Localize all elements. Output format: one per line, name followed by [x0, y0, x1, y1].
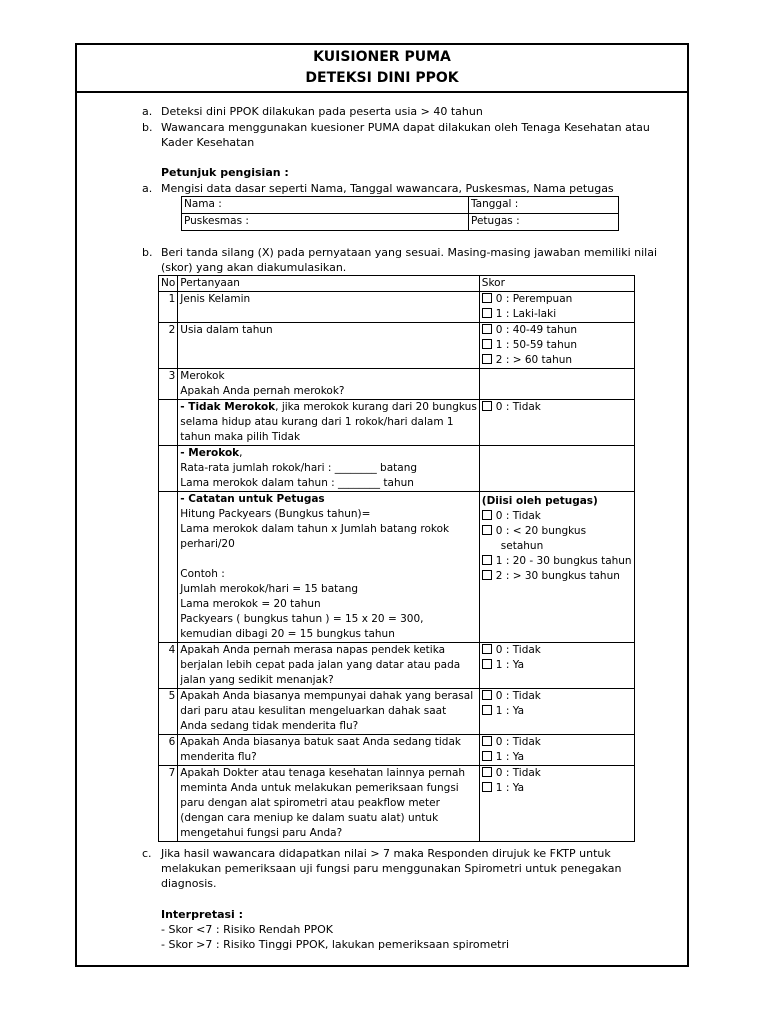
q7-line: meminta Anda untuk melakukan pemeriksaan fungsi: [180, 782, 459, 794]
table-row: [159, 446, 635, 492]
q7-no: 7: [159, 766, 178, 842]
q3-catatan-score-heading: (Diisi oleh petugas): [481, 495, 598, 507]
q4-no: 4: [159, 643, 178, 689]
option-label: 2 : > 60 tahun: [495, 354, 573, 366]
q1-no: 1: [159, 292, 178, 323]
option-label: 0 : Tidak: [495, 401, 541, 413]
checkbox-icon[interactable]: [482, 705, 492, 715]
checkbox-icon[interactable]: [482, 293, 492, 303]
q5-option-0[interactable]: [482, 689, 632, 704]
petunjuk-heading: Petunjuk pengisian :: [161, 166, 289, 179]
q3-tidak-option[interactable]: [482, 400, 632, 415]
q5-line: dari paru atau kesulitan mengeluarkan dahak saat: [180, 705, 447, 717]
q3-merokok-score: [479, 446, 634, 492]
q7-line: paru dengan alat spirometri atau peakflow meter: [180, 797, 440, 809]
interpretation-high: - Skor >7 : Risiko Tinggi PPOK, lakukan pemeriksaan spirometri: [161, 938, 510, 951]
q2-option-2[interactable]: [482, 353, 632, 368]
q3-score-cell: [479, 369, 634, 400]
q3-catatan-option-0[interactable]: [482, 509, 632, 524]
q5-score-cell: [479, 689, 634, 735]
q6-line: Apakah Anda biasanya batuk saat Anda sedang tidak: [180, 736, 461, 748]
q1-option-0[interactable]: [482, 292, 632, 307]
option-label-continued: setahun: [500, 540, 544, 552]
q7-line: Apakah Dokter atau tenaga kesehatan lainnya pernah: [180, 767, 466, 779]
checkbox-icon[interactable]: [482, 736, 492, 746]
q2-option-1[interactable]: [482, 338, 632, 353]
checkbox-icon[interactable]: [482, 401, 492, 411]
q3-tidak-text: [178, 400, 480, 446]
option-label: 1 : Ya: [495, 659, 525, 671]
checkbox-icon[interactable]: [482, 510, 492, 520]
option-label: 0 : 40-49 tahun: [495, 324, 578, 336]
checkbox-icon[interactable]: [482, 354, 492, 364]
q3-catatan-line: Lama merokok = 20 tahun: [180, 598, 321, 610]
table-row: [159, 292, 635, 323]
checkbox-icon[interactable]: [482, 659, 492, 669]
checkbox-icon[interactable]: [482, 644, 492, 654]
q3-catatan-score: [479, 492, 634, 643]
q3-catatan-line: Lama merokok dalam tahun x Jumlah batang rokok: [180, 523, 450, 535]
identity-form-table: [181, 196, 619, 231]
q4-text: [178, 643, 480, 689]
q3-line1: Merokok: [180, 370, 225, 382]
q3-catatan-line: Packyears ( bungkus tahun ) = 15 x 20 = 300,: [180, 613, 424, 625]
q5-option-1[interactable]: [482, 704, 632, 719]
q3-merokok-line3: Lama merokok dalam tahun : ________ tahun: [180, 477, 414, 489]
q3-merokok-line2: Rata-rata jumlah rokok/hari : ________ batang: [180, 462, 418, 474]
intro-b-text-1: Wawancara menggunakan kuesioner PUMA dapat dilakukan oleh Tenaga Kesehatan atau: [161, 121, 650, 134]
q6-text: [178, 735, 480, 766]
puskesmas-label: Puskesmas :: [184, 215, 249, 227]
q5-no: 5: [159, 689, 178, 735]
table-row: [159, 492, 635, 643]
table-row: [159, 400, 635, 446]
checkbox-icon[interactable]: [482, 324, 492, 334]
option-label: 1 : Laki-laki: [495, 308, 557, 320]
petugas-field[interactable]: [469, 214, 619, 231]
checkbox-icon[interactable]: [482, 570, 492, 580]
q3-catatan-line: perhari/20: [180, 538, 235, 550]
petunjuk-a-text: Mengisi data dasar seperti Nama, Tanggal wawancara, Puskesmas, Nama petugas: [161, 182, 614, 195]
q4-line: berjalan lebih cepat pada jalan yang datar atau pada: [180, 659, 461, 671]
nama-field[interactable]: [182, 197, 469, 214]
q5-line: Apakah Anda biasanya mempunyai dahak yang berasal: [180, 690, 474, 702]
nama-label: Nama :: [184, 198, 222, 210]
option-label: 0 : Tidak: [495, 644, 541, 656]
q3-catatan-line: Contoh :: [180, 568, 225, 580]
option-label: 2 : > 30 bungkus tahun: [495, 570, 620, 582]
checkbox-icon[interactable]: [482, 555, 492, 565]
table-row: [159, 369, 635, 400]
petunjuk-b-text-2: (skor) yang akan diakumulasikan.: [161, 261, 347, 274]
table-row: [159, 323, 635, 369]
tanggal-field[interactable]: [469, 197, 619, 214]
option-label: 0 : < 20 bungkus: [495, 525, 587, 537]
title-box: [77, 45, 687, 93]
questionnaire-table: [158, 275, 635, 842]
q7-line: (dengan cara meniup ke dalam suatu alat) untuk: [180, 812, 439, 824]
tanggal-label: Tanggal :: [471, 198, 519, 210]
intro-b-marker: b.: [142, 121, 153, 134]
closing-c-text-3: diagnosis.: [161, 877, 217, 890]
q3-catatan-text: [178, 492, 480, 643]
q7-text: [178, 766, 480, 842]
q6-option-1[interactable]: [482, 750, 632, 765]
interpretation-low: - Skor <7 : Risiko Rendah PPOK: [161, 923, 333, 936]
q7-score-cell: [479, 766, 634, 842]
q1-score-cell: [479, 292, 634, 323]
table-row: [159, 689, 635, 735]
table-header-row: [159, 276, 635, 292]
table-row: [159, 643, 635, 689]
page-subtitle: DETEKSI DINI PPOK: [305, 70, 459, 86]
q3-catatan-bold: - Catatan untuk Petugas: [180, 493, 325, 505]
q4-option-0[interactable]: [482, 643, 632, 658]
petugas-label: Petugas :: [471, 215, 520, 227]
q2-text: Usia dalam tahun: [178, 323, 480, 369]
checkbox-icon[interactable]: [482, 751, 492, 761]
table-row: [159, 735, 635, 766]
q3-catatan-line: Jumlah merokok/hari = 15 batang: [180, 583, 359, 595]
petunjuk-b-text-1: Beri tanda silang (X) pada pernyataan yang sesuai. Masing-masing jawaban memiliki nilai: [161, 246, 658, 259]
q4-line: jalan yang sedikit menanjak?: [180, 674, 334, 686]
q3-merokok-no: [159, 446, 178, 492]
q3-catatan-option-3[interactable]: [482, 569, 632, 584]
header-question: Pertanyaan: [178, 276, 480, 292]
checkbox-icon[interactable]: [482, 690, 492, 700]
q3-catatan-option-2[interactable]: [482, 554, 632, 569]
q3-line2: Apakah Anda pernah merokok?: [180, 385, 345, 397]
q4-score-cell: [479, 643, 634, 689]
option-label: 0 : Tidak: [495, 736, 541, 748]
q2-option-0[interactable]: [482, 323, 632, 338]
q3-merokok-comma: ,: [239, 447, 243, 459]
q2-no: 2: [159, 323, 178, 369]
q1-text: Jenis Kelamin: [178, 292, 480, 323]
q3-tidak-line3: tahun maka pilih Tidak: [180, 431, 301, 443]
puskesmas-field[interactable]: [182, 214, 469, 231]
closing-c-text-1: Jika hasil wawancara didapatkan nilai > 7 maka Responden dirujuk ke FKTP untuk: [161, 847, 611, 860]
q7-line: mengetahui fungsi paru Anda?: [180, 827, 343, 839]
option-label: 0 : Tidak: [495, 510, 541, 522]
q5-text: [178, 689, 480, 735]
header-no: No: [159, 276, 178, 292]
petunjuk-b-marker: b.: [142, 246, 153, 259]
intro-a-marker: a.: [142, 105, 153, 118]
page-title: KUISIONER PUMA: [313, 49, 451, 65]
q6-option-0[interactable]: [482, 735, 632, 750]
checkbox-icon[interactable]: [482, 525, 492, 535]
q3-tidak-score: [479, 400, 634, 446]
option-label: 0 : Perempuan: [495, 293, 573, 305]
q1-option-1[interactable]: [482, 307, 632, 322]
option-label: 1 : 50-59 tahun: [495, 339, 578, 351]
q3-tidak-rest: , jika merokok kurang dari 20 bungkus: [275, 401, 477, 413]
option-label: 0 : Tidak: [495, 690, 541, 702]
q3-catatan-line: Hitung Packyears (Bungkus tahun)=: [180, 508, 371, 520]
checkbox-icon[interactable]: [482, 767, 492, 777]
q4-line: Apakah Anda pernah merasa napas pendek ketika: [180, 644, 446, 656]
intro-a-text: Deteksi dini PPOK dilakukan pada peserta usia > 40 tahun: [161, 105, 483, 118]
option-label: 1 : 20 - 30 bungkus tahun: [495, 555, 632, 567]
interpretation-heading: Interpretasi :: [161, 908, 244, 921]
q3-tidak-no: [159, 400, 178, 446]
q4-option-1[interactable]: [482, 658, 632, 673]
checkbox-icon[interactable]: [482, 782, 492, 792]
option-label: 1 : Ya: [495, 705, 525, 717]
q6-no: 6: [159, 735, 178, 766]
checkbox-icon[interactable]: [482, 308, 492, 318]
intro-b-text-2: Kader Kesehatan: [161, 136, 255, 149]
q3-text: [178, 369, 480, 400]
q6-score-cell: [479, 735, 634, 766]
q3-tidak-bold: - Tidak Merokok: [180, 401, 276, 413]
checkbox-icon[interactable]: [482, 339, 492, 349]
q3-no: 3: [159, 369, 178, 400]
q5-line: Anda sedang tidak menderita flu?: [180, 720, 359, 732]
q3-catatan-no: [159, 492, 178, 643]
option-label: 1 : Ya: [495, 751, 525, 763]
petunjuk-a-marker: a.: [142, 182, 153, 195]
q3-merokok-bold: - Merokok: [180, 447, 240, 459]
q7-option-0[interactable]: [482, 766, 632, 781]
q7-option-1[interactable]: [482, 781, 632, 796]
header-score: Skor: [479, 276, 634, 292]
q3-catatan-option-1[interactable]: [482, 524, 632, 539]
option-label: 0 : Tidak: [495, 767, 541, 779]
option-label: 1 : Ya: [495, 782, 525, 794]
closing-c-text-2: melakukan pemeriksaan uji fungsi paru menggunakan Spirometri untuk penegakan: [161, 862, 622, 875]
q3-catatan-line: [180, 552, 477, 567]
q3-tidak-line2: selama hidup atau kurang dari 1 rokok/hari dalam 1: [180, 416, 454, 428]
q3-merokok-text: [178, 446, 480, 492]
q3-catatan-line: kemudian dibagi 20 = 15 bungkus tahun: [180, 628, 395, 640]
q6-line: menderita flu?: [180, 751, 257, 763]
closing-c-marker: c.: [142, 847, 152, 860]
table-row: [159, 766, 635, 842]
q2-score-cell: [479, 323, 634, 369]
